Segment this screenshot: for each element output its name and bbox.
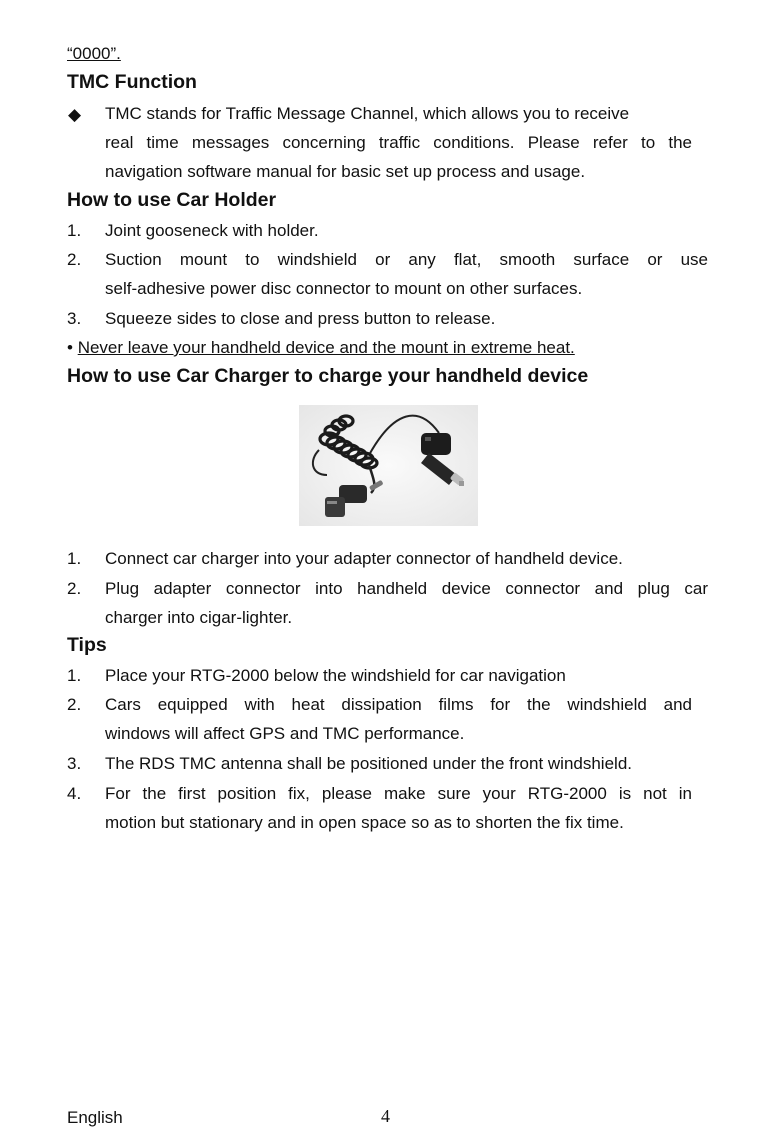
tmc-paragraph-line: real time messages concerning traffic conditions. Please refer to the — [105, 133, 692, 152]
list-item: Squeeze sides to close and press button to release. — [105, 309, 496, 328]
list-item: charger into cigar-lighter. — [105, 608, 293, 627]
list-item: The RDS TMC antenna shall be positioned under the front windshield. — [105, 754, 632, 773]
car-charger-photo — [299, 405, 478, 526]
list-number: 2. — [67, 579, 82, 598]
tips-heading: Tips — [67, 634, 107, 656]
continued-text: “0000”. — [67, 44, 121, 63]
tmc-paragraph-line: TMC stands for Traffic Message Channel, which allows you to receive — [105, 104, 630, 123]
list-item: For the first position fix, please make sure your RTG-2000 is not in — [105, 784, 692, 803]
warning-note — [67, 333, 575, 362]
list-number: 2. — [67, 250, 82, 269]
list-item: motion but stationary and in open space so as to shorten the fix time. — [105, 813, 624, 832]
diamond-bullet-icon: ◆ — [68, 105, 82, 124]
list-number: 1. — [67, 221, 82, 240]
list-item: Plug adapter connector into handheld device connector and plug car — [105, 579, 708, 598]
list-number: 4. — [67, 784, 82, 803]
list-item: Cars equipped with heat dissipation films for the windshield and — [105, 695, 692, 714]
list-item: Suction mount to windshield or any flat, smooth surface or use — [105, 250, 708, 269]
list-number: 3. — [67, 309, 82, 328]
list-number: 1. — [67, 549, 82, 568]
footer-language: English — [67, 1108, 123, 1127]
car-holder-heading: How to use Car Holder — [67, 189, 277, 211]
car-charger-illustration — [299, 405, 478, 526]
tmc-paragraph-line: navigation software manual for basic set up process and usage. — [105, 162, 586, 181]
list-item: Connect car charger into your adapter connector of handheld device. — [105, 549, 623, 568]
page-number: 4 — [381, 1106, 390, 1126]
tmc-function-heading: TMC Function — [67, 71, 197, 93]
warning-text: Never leave your handheld device and the mount in extreme heat. — [77, 338, 575, 357]
list-number: 1. — [67, 666, 82, 685]
list-number: 2. — [67, 695, 82, 714]
list-item: Joint gooseneck with holder. — [105, 221, 319, 240]
list-item: self-adhesive power disc connector to mount on other surfaces. — [105, 279, 583, 298]
bullet: • — [67, 338, 73, 357]
list-number: 3. — [67, 754, 82, 773]
list-item: Place your RTG-2000 below the windshield for car navigation — [105, 666, 566, 685]
car-charger-heading: How to use Car Charger to charge your handheld device — [67, 365, 589, 387]
list-item: windows will affect GPS and TMC performance. — [105, 724, 465, 743]
